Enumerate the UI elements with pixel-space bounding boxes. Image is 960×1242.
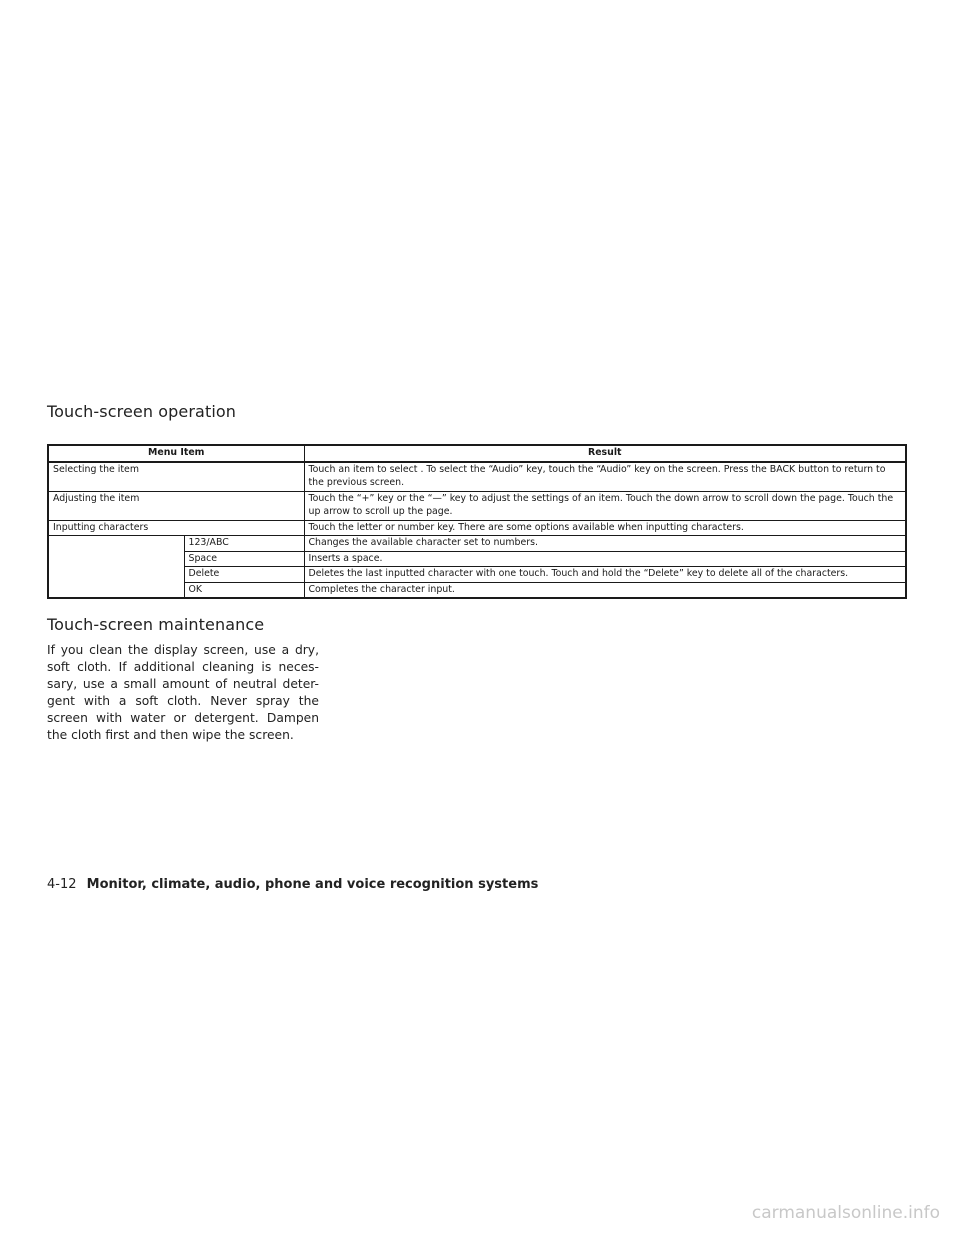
- menu-item-cell: Adjusting the item: [48, 491, 304, 520]
- result-cell: Changes the available character set to numbers.: [304, 536, 906, 552]
- result-cell: Touch an item to select . To select the “Audio” key, touch the “Audio” key on the screen. Press the BACK button to return to the previous screen.: [304, 462, 906, 492]
- page-number: 4-12: [47, 877, 77, 892]
- column-header-menu-item: Menu Item: [48, 445, 304, 462]
- blank-indent-cell: [48, 536, 184, 599]
- table-row: [48, 462, 906, 492]
- page-footer: [47, 877, 538, 892]
- result-cell: Touch the “+” key or the “—” key to adjust the settings of an item. Touch the down arrow to scroll down the page. Touch the up arrow to scroll up the page.: [304, 491, 906, 520]
- maintenance-paragraph: If you clean the display screen, use a dry, soft cloth. If additional cleaning is neces-sary, use a small amount of neutral deter-gent with a soft cloth. Never spray the screen with water or detergent. Dampen the cloth first and then wipe the screen.: [47, 643, 319, 742]
- chapter-title: Monitor, climate, audio, phone and voice recognition systems: [86, 877, 539, 892]
- result-cell: Deletes the last inputted character with one touch. Touch and hold the “Delete” key to delete all of the characters.: [304, 567, 906, 583]
- table-subrow: [48, 536, 906, 552]
- watermark: carmanualsonline.info: [751, 1203, 940, 1223]
- table-header-row: [48, 445, 906, 462]
- section-title-touch-screen-operation: Touch-screen operation: [47, 402, 236, 421]
- result-cell: Inserts a space.: [304, 551, 906, 567]
- sub-item-cell: 123/ABC: [184, 536, 304, 552]
- column-header-result: Result: [304, 445, 906, 462]
- sub-item-cell: OK: [184, 582, 304, 598]
- table-row: [48, 520, 906, 536]
- menu-table: [47, 444, 907, 599]
- result-cell: Completes the character input.: [304, 582, 906, 598]
- menu-item-cell: Inputting characters: [48, 520, 304, 536]
- sub-item-cell: Space: [184, 551, 304, 567]
- sub-item-cell: Delete: [184, 567, 304, 583]
- menu-item-cell: Selecting the item: [48, 462, 304, 492]
- result-cell: Touch the letter or number key. There are some options available when inputting characters.: [304, 520, 906, 536]
- table-row: [48, 491, 906, 520]
- section-title-touch-screen-maintenance: Touch-screen maintenance: [47, 615, 265, 634]
